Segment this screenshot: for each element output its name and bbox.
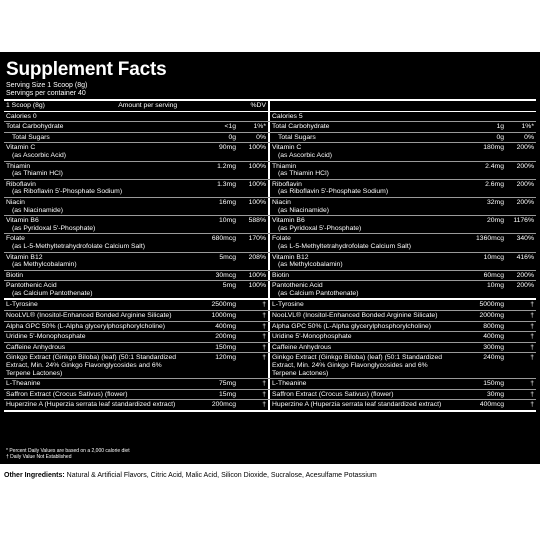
amount-per-serving-label: Amount per serving [118,102,178,109]
nutrient-label: Saffron Extract (Crocus Sativus) (flower) [6,390,128,398]
nutrient-label: Uridine 5'-Monophosphate [6,333,86,341]
amount-value: 1360mcg [476,235,504,243]
nutrient-label: Riboflavin [6,180,36,188]
dv-value: 416% [516,253,534,261]
nutrient-name [6,401,184,409]
nutrient-name [6,380,184,388]
amount-value: 2500mg [211,301,236,309]
nutrient-name [272,354,452,377]
amount-value: 2000mg [479,312,504,320]
nutrient-source: (as Niacinamide) [12,206,63,214]
nutrient-label: Saffron Extract (Crocus Sativus) (flower) [272,390,394,398]
nutrient-source: (as Calcium Pantothenate) [278,289,359,297]
dv-value: 100% [248,198,266,206]
nutrient-label: L-Tyrosine [6,301,38,309]
calories-row [4,112,536,123]
table-row [4,234,536,252]
table-row [4,311,536,322]
nutrient-name [272,333,452,341]
nutrient-label: Ginkgo Extract (Ginkgo Biloba) (leaf) (50:1 Standardized Extract, Min. 24% Ginkgo Flavonglycosides and 6% Terpene Lactones) [6,354,177,377]
table-row [4,198,536,216]
table-row [4,122,536,133]
dv-value: † [262,401,266,409]
dv-value: 100% [248,180,266,188]
nutrient-name [272,401,452,409]
nutrient-source: (as Methylcobalamin) [278,261,343,269]
nutrient-name [272,199,452,214]
dv-label: %DV [250,102,266,109]
nutrient-label: Biotin [272,271,290,279]
nutrient-label: Vitamin C [6,144,36,152]
table-row [4,390,536,401]
nutrient-label: Niacin [272,198,291,206]
nutrient-label: Total Sugars [278,133,316,141]
nutrient-label: L-Theanine [272,380,307,388]
footnotes [6,448,130,460]
nutrient-name [6,217,184,232]
nutrient-label: Vitamin B6 [6,217,39,225]
nutrient-name [272,323,452,331]
nutrient-name [6,301,184,309]
nutrient-name [6,199,184,214]
nutrient-name [272,380,452,388]
nutrient-label: Uridine 5'-Monophosphate [272,333,352,341]
table-row [4,353,536,379]
dv-value: 1%* [521,123,534,131]
nutrient-source: (as Riboflavin 5'-Phosphate Sodium) [278,188,389,196]
amount-value: 240mg [483,354,504,362]
nutrient-name [6,282,184,297]
dv-value: † [262,380,266,388]
nutrient-name [6,333,184,341]
dv-value: † [530,401,534,409]
nutrient-name [6,344,184,352]
amount-value: 400mg [215,322,236,330]
serving-column-label: 1 Scoop (8g) [6,102,45,109]
nutrient-name [272,163,452,178]
nutrient-label: Folate [6,235,25,243]
other-ingredients-label: Other Ingredients: [4,472,65,479]
amount-value: 800mg [483,322,504,330]
amount-value: 5000mg [479,301,504,309]
dv-value: 200% [516,198,534,206]
amount-value: 10mcg [483,253,504,261]
nutrient-label: Ginkgo Extract (Ginkgo Biloba) (leaf) (50:1 Standardized Extract, Min. 24% Ginkgo Flavonglycosides and 6% Terpene Lactones) [272,354,443,377]
amount-value: 120mg [215,354,236,362]
nutrient-name [6,163,184,178]
dv-value: 200% [516,144,534,152]
nutrient-name [272,217,452,232]
nutrient-source: (as Ascorbic Acid) [278,151,333,159]
nutrient-name [272,123,452,131]
dv-value: 100% [248,162,266,170]
dv-value: 170% [248,235,266,243]
nutrient-name [272,312,452,320]
nutrient-name [272,272,452,280]
nutrient-name [6,312,184,320]
dv-value: † [530,354,534,362]
dv-value: 200% [516,180,534,188]
dv-value: † [530,343,534,351]
amount-value: 2.4mg [485,162,504,170]
nutrient-source: (as Pyridoxal 5'-Phosphate) [12,224,96,232]
nutrient-name [6,123,184,131]
nutrient-name [272,235,452,250]
amount-value: 150mg [483,380,504,388]
table-row [4,216,536,234]
nutrient-name [272,144,452,159]
nutrient-source: (as Niacinamide) [278,206,329,214]
dv-value: † [530,322,534,330]
nutrient-label: Thiamin [272,162,297,170]
dv-value: 0% [524,133,534,141]
nutrient-label: Huperzine A (Huperzia serrata leaf standardized extract) [272,401,442,409]
nutrient-label: Folate [272,235,291,243]
nutrient-label: Vitamin B6 [272,217,305,225]
nutrient-source: (as Methylcobalamin) [12,261,77,269]
nutrient-name [272,134,452,142]
amount-value: 680mcg [211,235,236,243]
nutrient-name [272,181,452,196]
nutrient-source: (as Thiamin HCl) [278,170,329,178]
serving-size: Serving Size 1 Scoop (8g) [6,82,88,89]
amount-value: 0g [228,133,236,141]
dv-value: † [262,312,266,320]
amount-value: 90mg [218,144,236,152]
dv-value: † [530,301,534,309]
nutrient-name [6,181,184,196]
facts-table [4,99,536,412]
dv-value: 100% [248,282,266,290]
amount-value: 20mg [486,217,504,225]
amount-value: 1g [496,123,504,131]
table-row [4,162,536,180]
amount-value: 150mg [215,343,236,351]
amount-value: 30mcg [215,271,236,279]
dv-value: 588% [248,217,266,225]
nutrient-source: (as Thiamin HCl) [12,170,63,178]
nutrient-name [272,254,452,269]
table-row [4,332,536,343]
nutrient-name [6,272,184,280]
amount-value: 16mg [218,198,236,206]
nutrient-source: (as Riboflavin 5'-Phosphate Sodium) [12,188,123,196]
nutrient-source: (as L-5-Methyltetrahydrofolate Calcium Salt) [12,242,145,250]
dv-value: 1%* [253,123,266,131]
nutrient-label: Total Carbohydrate [6,123,64,131]
amount-value: <1g [224,123,236,131]
dv-value: † [530,312,534,320]
dv-value: † [262,333,266,341]
nutrient-label: Caffeine Anhydrous [272,343,332,351]
nutrient-label: Huperzine A (Huperzia serrata leaf standardized extract) [6,401,176,409]
amount-value: 2.6mg [485,180,504,188]
nutrient-label: Pantothenic Acid [272,282,323,290]
nutrient-name [6,254,184,269]
dv-value: 100% [248,271,266,279]
footnote-dagger: † Daily Value Not Established [6,454,72,460]
amount-value: 75mg [218,380,236,388]
other-ingredients [4,472,377,479]
amount-value: 10mg [218,217,236,225]
nutrient-label: Riboflavin [272,180,302,188]
calories-left: Calories 0 [6,112,37,120]
amount-value: 180mg [483,144,504,152]
nutrient-label: Niacin [6,198,25,206]
dv-value: 100% [248,144,266,152]
dv-value: † [530,333,534,341]
nutrient-source: (as Calcium Pantothenate) [12,289,93,297]
dv-value: † [262,390,266,398]
table-row [4,281,536,300]
nutrient-source: (as Pyridoxal 5'-Phosphate) [278,224,362,232]
nutrient-name [272,391,452,399]
nutrient-label: Alpha GPC 50% (L-Alpha glycerylphosphorylcholine) [6,322,166,330]
nutrient-name [6,134,184,142]
amount-value: 32mg [486,198,504,206]
dv-value: † [262,343,266,351]
nutrient-name [272,282,452,297]
amount-value: 1.2mg [217,162,236,170]
dv-value: 0% [256,133,266,141]
amount-value: 60mcg [483,271,504,279]
nutrient-label: Vitamin C [272,144,302,152]
nutrient-label: Total Sugars [12,133,50,141]
table-header [4,101,536,112]
nutrient-label: L-Theanine [6,380,41,388]
table-row [4,400,536,412]
nutrient-label: Biotin [6,271,24,279]
dv-value: † [262,322,266,330]
supplement-facts-panel [0,52,540,464]
dv-value: 200% [516,282,534,290]
nutrient-name [272,301,452,309]
table-row [4,343,536,354]
table-row [4,253,536,271]
amount-value: 15mg [218,390,236,398]
table-row [4,271,536,282]
nutrient-label: NooLVL® (Inositol-Enhanced Bonded Arginine Silicate) [272,312,438,320]
nutrient-label: Pantothenic Acid [6,282,57,290]
dv-value: † [262,354,266,362]
nutrient-source: (as L-5-Methyltetrahydrofolate Calcium Salt) [278,242,411,250]
amount-value: 10mg [486,282,504,290]
amount-value: 300mg [483,343,504,351]
calories-right: Calories 5 [272,112,303,120]
dv-value: 1176% [513,217,534,225]
nutrient-name [6,144,184,159]
amount-value: 5mcg [219,253,236,261]
table-row [4,300,536,311]
table-row [4,133,536,144]
amount-value: 400mcg [479,401,504,409]
nutrient-label: Alpha GPC 50% (L-Alpha glycerylphosphorylcholine) [272,322,432,330]
nutrient-label: Vitamin B12 [272,253,309,261]
nutrient-label: Total Carbohydrate [272,123,330,131]
dv-value: † [530,390,534,398]
other-ingredients-text: Natural & Artificial Flavors, Citric Acid, Malic Acid, Silicon Dioxide, Sucralose, Acesulfame Potassium [64,472,377,479]
dv-value: 200% [516,162,534,170]
servings-per-container: Servings per container 40 [6,90,86,97]
table-row [4,180,536,198]
nutrient-name [272,344,452,352]
footnote-dv: * Percent Daily Values are based on a 2,000 calorie diet [6,448,130,454]
amount-value: 1.3mg [217,180,236,188]
table-row [4,143,536,161]
table-row [4,322,536,333]
nutrient-name [6,323,184,331]
panel-title: Supplement Facts [6,59,167,80]
nutrient-name [6,235,184,250]
nutrient-name [6,391,184,399]
nutrient-label: NooLVL® (Inositol-Enhanced Bonded Arginine Silicate) [6,312,172,320]
nutrient-label: Caffeine Anhydrous [6,343,66,351]
amount-value: 0g [496,133,504,141]
dv-value: 340% [516,235,534,243]
nutrient-name [6,354,184,377]
dv-value: † [530,380,534,388]
nutrient-label: Thiamin [6,162,31,170]
dv-value: 208% [248,253,266,261]
dv-value: 200% [516,271,534,279]
amount-value: 200mg [215,333,236,341]
table-row [4,379,536,390]
nutrient-label: Vitamin B12 [6,253,43,261]
amount-value: 30mg [486,390,504,398]
nutrient-label: L-Tyrosine [272,301,304,309]
nutrient-source: (as Ascorbic Acid) [12,151,67,159]
amount-value: 1000mg [211,312,236,320]
amount-value: 400mg [483,333,504,341]
amount-value: 200mcg [211,401,236,409]
amount-value: 5mg [222,282,236,290]
dv-value: † [262,301,266,309]
